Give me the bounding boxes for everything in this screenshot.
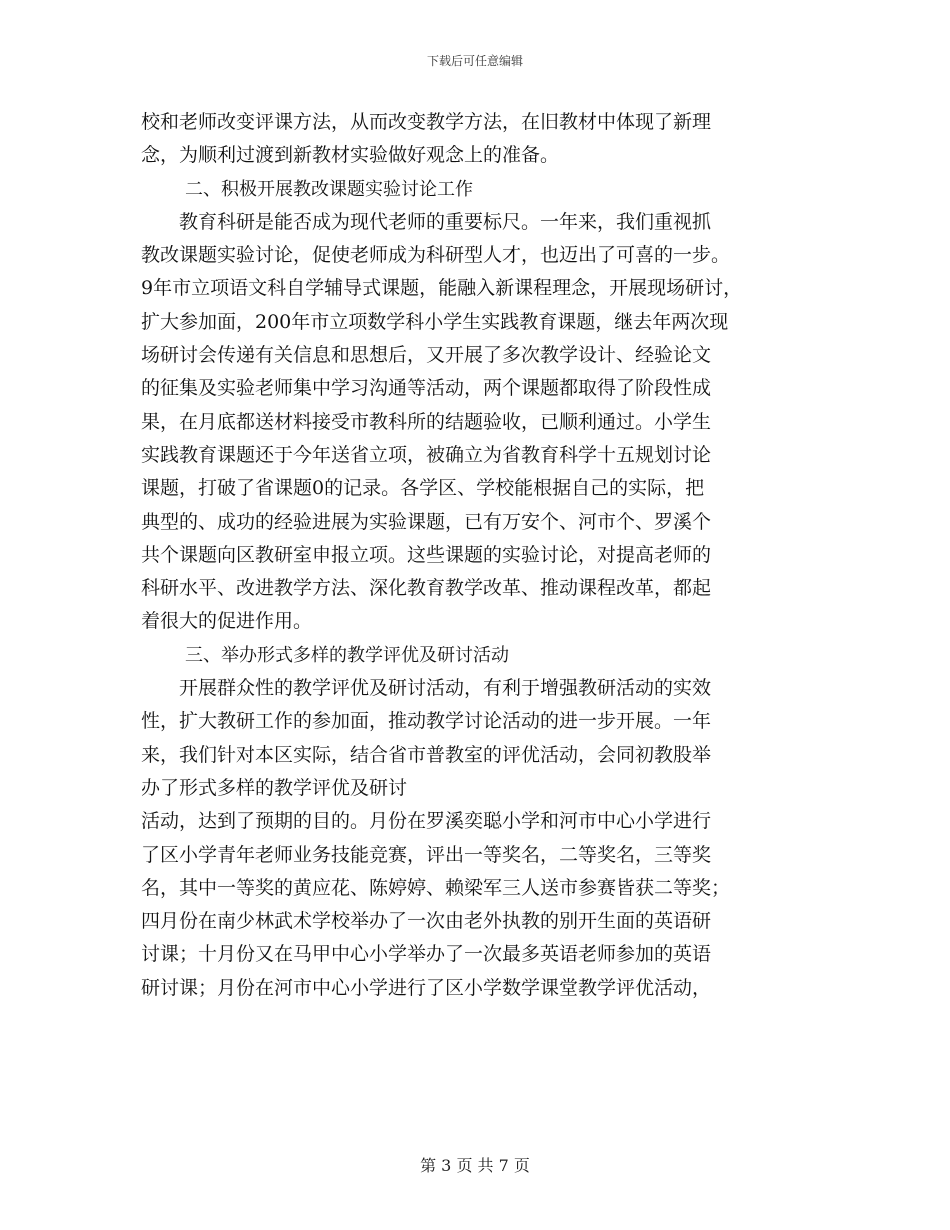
body-line: 教育科研是能否成为现代老师的重要标尺。一年来，我们重视抓	[141, 210, 712, 233]
body-line: 的征集及实验老师集中学习沟通等活动，两个课题都取得了阶段性成	[141, 377, 712, 400]
body-line: 研讨课；月份在河市中心小学进行了区小学数学课堂教学评优活动，	[141, 976, 712, 999]
document-body	[141, 106, 831, 1005]
body-line: 果，在月底都送材料接受市教科所的结题验收，已顺利通过。小学生	[141, 410, 712, 433]
body-line: 场研讨会传递有关信息和思想后，又开展了多次教学设计、经验论文	[141, 344, 712, 367]
body-line: 了区小学青年老师业务技能竞赛，评出一等奖名，二等奖名，三等奖	[141, 843, 712, 866]
body-line: 办了形式多样的教学评优及研讨	[141, 776, 408, 799]
body-line: 来，我们针对本区实际，结合省市普教室的评优活动，会同初教股举	[141, 743, 712, 766]
body-line: 共个课题向区教研室申报立项。这些课题的实验讨论，对提高老师的	[141, 543, 712, 566]
page-header: 下载后可任意编辑	[426, 54, 523, 68]
body-line: 活动，达到了预期的目的。月份在罗溪奕聪小学和河市中心小学进行	[141, 810, 712, 833]
body-line: 9年市立项语文科自学辅导式课题，能融入新课程理念，开展现场研讨，	[141, 277, 743, 300]
body-line: 典型的、成功的经验进展为实验课题，已有万安个、河市个、罗溪个	[141, 510, 712, 533]
body-line: 讨课；十月份又在马甲中心小学举办了一次最多英语老师参加的英语	[141, 943, 712, 966]
body-line: 实践教育课题还于今年送省立项，被确立为省教育科学十五规划讨论	[141, 443, 712, 466]
body-line: 念，为顺利过渡到新教材实验做好观念上的准备。	[141, 144, 560, 167]
section-heading: 二、积极开展教改课题实验讨论工作	[185, 178, 473, 200]
body-line: 课题，打破了省课题0的记录。各学区、学校能根据自己的实际，把	[141, 477, 705, 500]
body-line: 着很大的促进作用。	[141, 610, 313, 633]
body-line: 名，其中一等奖的黄应花、陈婷婷、赖梁军三人送市参赛皆获二等奖；	[141, 876, 731, 899]
body-line: 扩大参加面，200年市立项数学科小学生实践教育课题，继去年两次现	[141, 310, 729, 333]
page-number-footer: 第 3 页 共 7 页	[420, 1156, 530, 1175]
body-line: 校和老师改变评课方法，从而改变教学方法，在旧教材中体现了新理	[141, 111, 712, 133]
body-line: 开展群众性的教学评优及研讨活动，有利于增强教研活动的实效	[141, 677, 712, 700]
section-heading: 三、举办形式多样的教学评优及研讨活动	[185, 644, 509, 666]
body-line: 教改课题实验讨论，促使老师成为科研型人才，也迈出了可喜的一步。	[141, 244, 731, 267]
body-line: 科研水平、改进教学方法、深化教育教学改革、推动课程改革，都起	[141, 577, 712, 600]
body-line: 性，扩大教研工作的参加面，推动教学讨论活动的进一步开展。一年	[141, 710, 712, 733]
body-line: 四月份在南少林武术学校举办了一次由老外执教的别开生面的英语研	[141, 910, 712, 933]
